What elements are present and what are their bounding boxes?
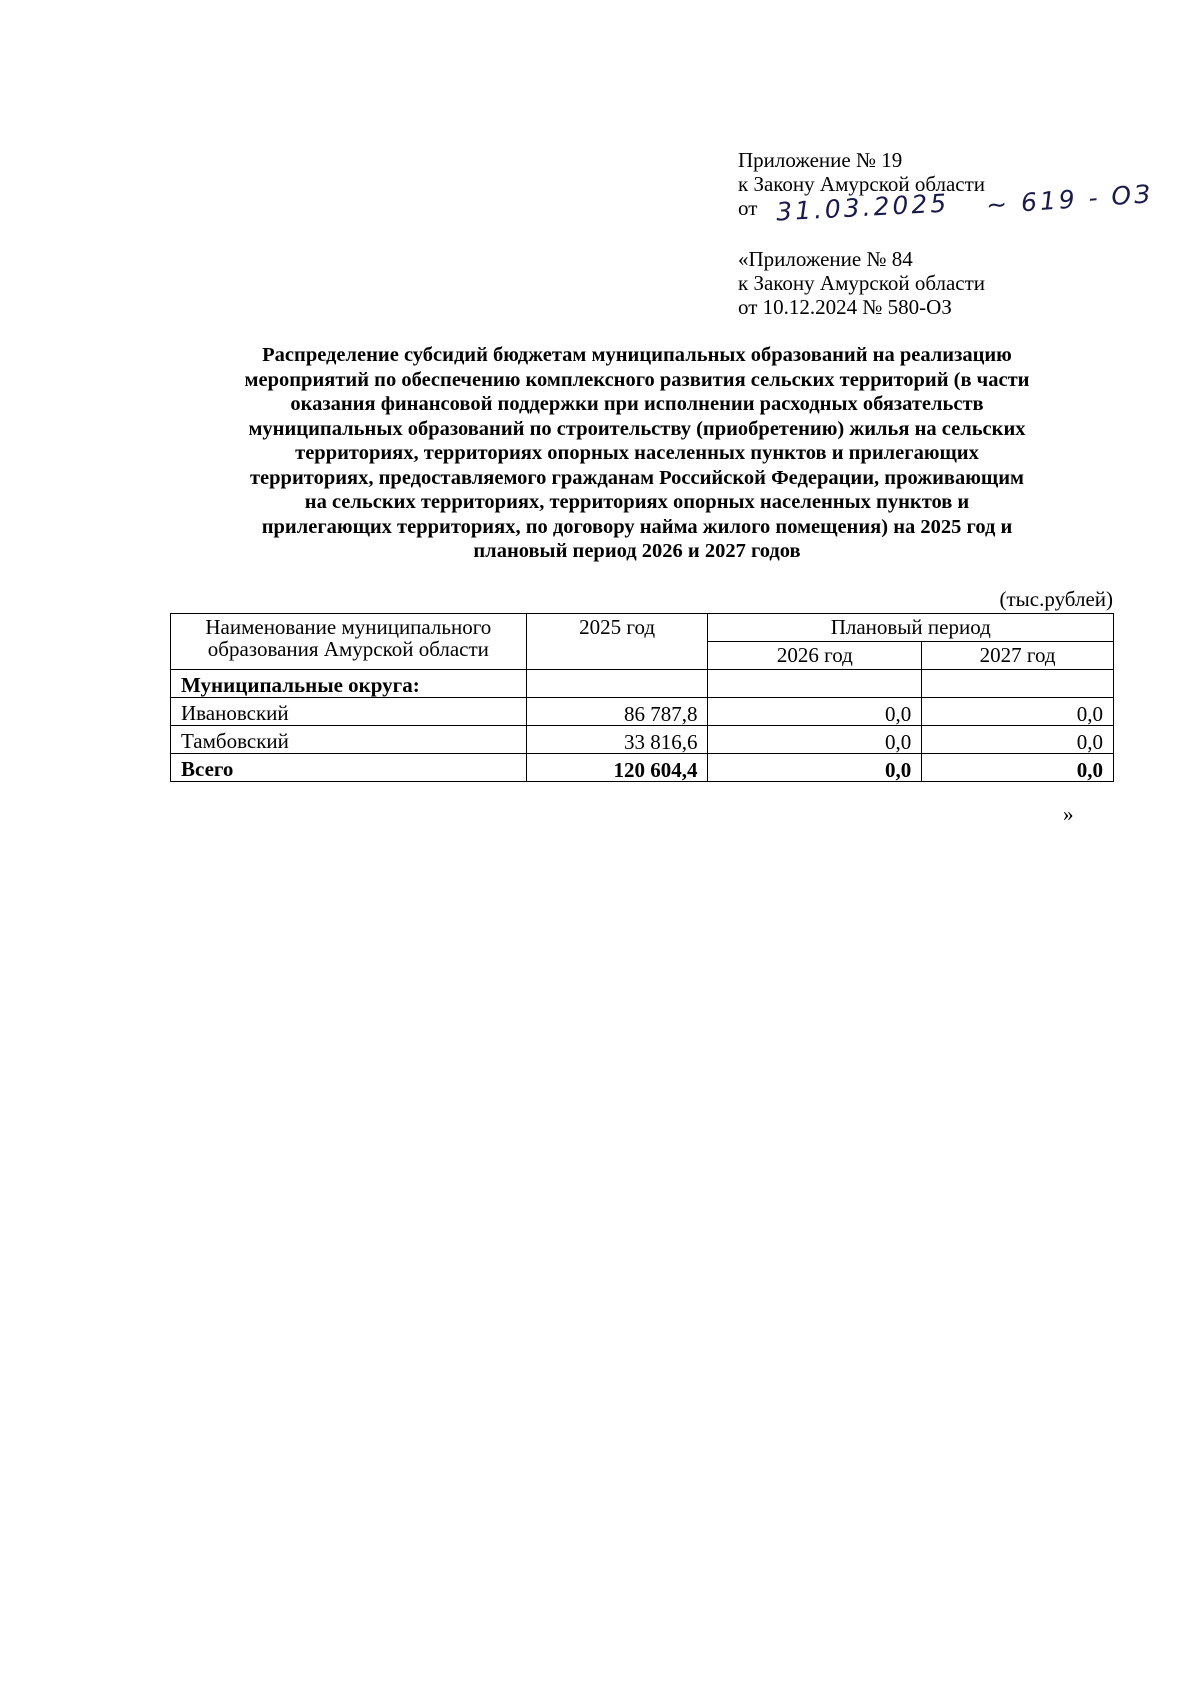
row-value-2025: 33 816,6 bbox=[526, 726, 708, 754]
empty-cell bbox=[922, 670, 1114, 698]
closing-quote: » bbox=[1063, 802, 1074, 826]
previous-appendix-header bbox=[738, 247, 985, 319]
empty-cell bbox=[708, 670, 922, 698]
column-header-name: Наименование муниципального образования Амурской области bbox=[171, 614, 527, 670]
row-value-2027: 0,0 bbox=[922, 726, 1114, 754]
column-header-2026: 2026 год bbox=[708, 642, 922, 670]
table-header-row bbox=[171, 614, 1114, 642]
row-value-2027: 0,0 bbox=[922, 698, 1114, 726]
total-value-2027: 0,0 bbox=[922, 754, 1114, 782]
previous-appendix-number: «Приложение № 84 bbox=[738, 247, 913, 271]
row-value-2026: 0,0 bbox=[708, 726, 922, 754]
total-row bbox=[171, 754, 1114, 782]
law-reference: к Закону Амурской области bbox=[738, 172, 986, 196]
previous-law-reference: к Закону Амурской области bbox=[738, 271, 986, 295]
appendix-number: Приложение № 19 bbox=[738, 148, 903, 172]
section-label: Муниципальные округа: bbox=[171, 670, 527, 698]
row-value-2025: 86 787,8 bbox=[526, 698, 708, 726]
empty-cell bbox=[526, 670, 708, 698]
table-row bbox=[171, 726, 1114, 754]
row-name: Ивановский bbox=[171, 698, 527, 726]
units-label: (тыс.рублей) bbox=[999, 587, 1113, 611]
total-value-2026: 0,0 bbox=[708, 754, 922, 782]
row-value-2026: 0,0 bbox=[708, 698, 922, 726]
handwritten-law-number: ~ 619 - ОЗ bbox=[985, 179, 1155, 220]
previous-law-date: от 10.12.2024 № 580-ОЗ bbox=[738, 295, 952, 319]
total-value-2025: 120 604,4 bbox=[526, 754, 708, 782]
row-name: Тамбовский bbox=[171, 726, 527, 754]
date-prefix: от bbox=[738, 196, 758, 220]
total-label: Всего bbox=[171, 754, 527, 782]
section-row bbox=[171, 670, 1114, 698]
table-row bbox=[171, 698, 1114, 726]
handwritten-date: 31.03.2025 bbox=[775, 188, 950, 227]
document-title: Распределение субсидий бюджетам муниципальных образований на реализацию мероприятий по обеспечению комплексного развития сельских территорий (в части оказания финансовой поддержки при исполнении расходных обязательств муниципальных образований по строительству (приобретению) жилья на сельских территориях, территориях опорных населенных пунктов и прилегающих территориях, предоставляемого гражданам Российской Федерации, проживающим на сельских территориях, территориях опорных населенных пунктов и прилегающих территориях, по договору найма жилого помещения) на 2025 год и плановый период 2026 и 2027 годов bbox=[244, 344, 1030, 562]
column-header-planned-period: Плановый период bbox=[708, 614, 1114, 642]
column-header-2025: 2025 год bbox=[526, 614, 708, 670]
subsidy-table bbox=[170, 613, 1114, 782]
column-header-2027: 2027 год bbox=[922, 642, 1114, 670]
